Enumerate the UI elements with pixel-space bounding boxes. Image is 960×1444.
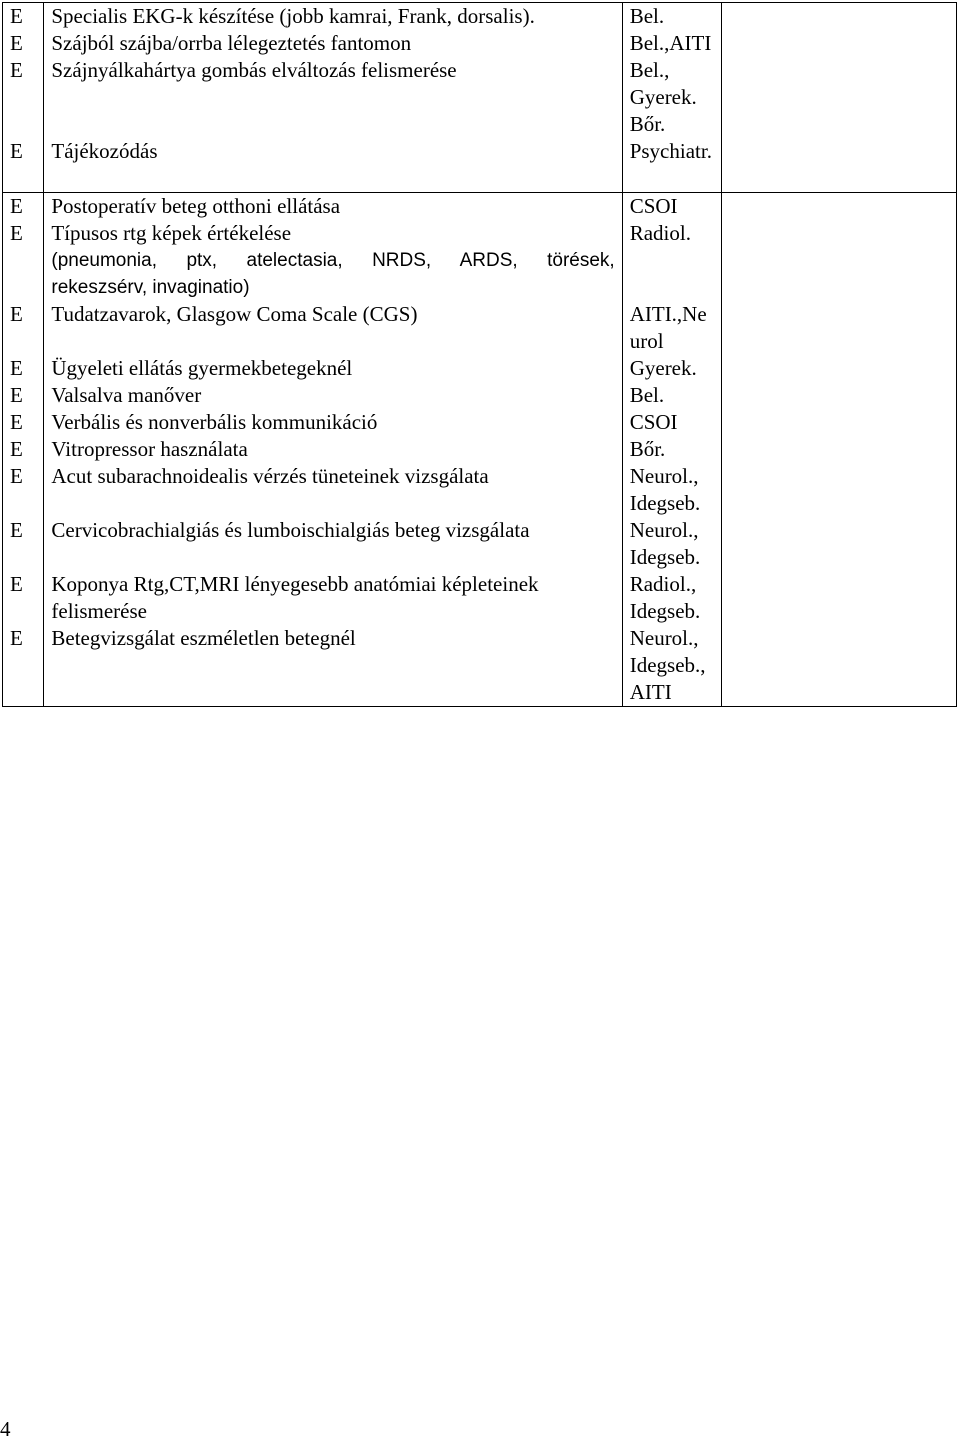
table-row [3, 571, 957, 625]
topic-cell: Szájból szájba/orrba lélegeztetés fantomon [44, 30, 622, 57]
department-line: Bel. [629, 383, 665, 407]
table-row [3, 355, 957, 382]
table-row [3, 409, 957, 436]
level-cell: E [3, 436, 44, 463]
department-cell [622, 57, 722, 138]
empty-cell [722, 355, 957, 382]
department-cell [622, 193, 722, 221]
level-cell: E [3, 220, 44, 301]
department-line: Bel. [629, 4, 665, 28]
level-cell: E [3, 382, 44, 409]
level-cell: E [3, 3, 44, 31]
department-line: Idegseb. [629, 491, 701, 515]
department-cell [622, 30, 722, 57]
level-cell: E [3, 138, 44, 165]
table-row [3, 220, 957, 301]
empty-cell [722, 301, 957, 355]
empty-cell [722, 625, 957, 707]
table-row [3, 517, 957, 571]
topic-detail-line: (pneumonia, ptx, atelectasia, NRDS, ARDS, törések, [51, 250, 615, 271]
topic-cell: Valsalva manőver [44, 382, 622, 409]
table-row [3, 436, 957, 463]
empty-cell [722, 165, 957, 193]
department-line: CSOI [629, 410, 678, 434]
table-row [3, 463, 957, 517]
table-row [3, 57, 957, 138]
department-cell [622, 409, 722, 436]
level-cell: E [3, 355, 44, 382]
empty-cell [44, 165, 622, 193]
department-line: Gyerek. [629, 356, 697, 380]
department-cell [622, 220, 722, 301]
empty-cell [722, 220, 957, 301]
department-line: Psychiatr. [629, 139, 712, 163]
empty-cell [722, 193, 957, 221]
level-cell: E [3, 57, 44, 138]
topic-cell: Ügyeleti ellátás gyermekbetegeknél [44, 355, 622, 382]
department-line: Neurol., [629, 626, 699, 650]
department-line: Bel.,AITI [629, 31, 712, 55]
level-cell: E [3, 517, 44, 571]
table-row [3, 625, 957, 707]
empty-cell [722, 30, 957, 57]
department-line: AITI [629, 680, 672, 704]
page-number: 4 [0, 1417, 11, 1441]
topic-cell: Koponya Rtg,CT,MRI lényegesebb anatómiai képleteinek felismerése [44, 571, 622, 625]
table-row [3, 3, 957, 31]
topic-detail-line: rekeszsérv, invaginatio) [51, 277, 250, 298]
topic-cell: Postoperatív beteg otthoni ellátása [44, 193, 622, 221]
department-line: AITI.,Ne [629, 302, 707, 326]
topic-cell: Tájékozódás [44, 138, 622, 165]
level-cell: E [3, 463, 44, 517]
department-cell [622, 436, 722, 463]
level-cell: E [3, 301, 44, 355]
department-cell [622, 301, 722, 355]
department-line: urol [629, 329, 664, 353]
table-row [3, 30, 957, 57]
table-row [3, 193, 957, 221]
department-line: Bőr. [629, 437, 666, 461]
department-line: Neurol., [629, 518, 699, 542]
topic-cell: Vitropressor használata [44, 436, 622, 463]
department-cell [622, 382, 722, 409]
department-cell [622, 3, 722, 31]
topic-cell: Tudatzavarok, Glasgow Coma Scale (CGS) [44, 301, 622, 355]
empty-cell [722, 3, 957, 31]
table-row [3, 301, 957, 355]
department-cell [622, 625, 722, 707]
level-cell: E [3, 30, 44, 57]
department-line: Bőr. [629, 112, 666, 136]
topic-cell: Betegvizsgálat eszméletlen betegnél [44, 625, 622, 707]
empty-cell [722, 463, 957, 517]
department-cell [622, 517, 722, 571]
empty-cell [722, 517, 957, 571]
department-line: CSOI [629, 194, 678, 218]
empty-cell [722, 436, 957, 463]
topic-cell: Verbális és nonverbális kommunikáció [44, 409, 622, 436]
table-row [3, 138, 957, 165]
requirements-table [2, 2, 957, 707]
topic-cell: Acut subarachnoidealis vérzés tüneteinek vizsgálata [44, 463, 622, 517]
department-cell [622, 355, 722, 382]
department-line: Idegseb. [629, 545, 701, 569]
department-line: Radiol. [629, 221, 691, 245]
level-cell: E [3, 193, 44, 221]
department-line: Radiol., [629, 572, 697, 596]
empty-cell [722, 571, 957, 625]
department-line: Neurol., [629, 464, 699, 488]
department-line: Gyerek. [629, 85, 697, 109]
department-cell [622, 138, 722, 165]
empty-cell [722, 382, 957, 409]
topic-cell: Cervicobrachialgiás és lumboischialgiás beteg vizsgálata [44, 517, 622, 571]
topic-cell: Specialis EKG-k készítése (jobb kamrai, Frank, dorsalis). [44, 3, 622, 31]
empty-cell [3, 165, 44, 193]
empty-cell [722, 138, 957, 165]
level-cell: E [3, 409, 44, 436]
department-line: Idegseb., [629, 653, 706, 677]
department-cell [622, 571, 722, 625]
table-row [3, 382, 957, 409]
empty-cell [722, 409, 957, 436]
empty-cell [722, 57, 957, 138]
level-cell: E [3, 571, 44, 625]
topic-cell: Szájnyálkahártya gombás elváltozás felismerése [44, 57, 622, 138]
department-line: Idegseb. [629, 599, 701, 623]
level-cell: E [3, 625, 44, 707]
empty-cell [622, 165, 722, 193]
department-cell [622, 463, 722, 517]
department-line: Bel., [629, 58, 670, 82]
topic-cell [44, 220, 622, 301]
spacer-row [3, 165, 957, 193]
topic-line: Típusos rtg képek értékelése [51, 221, 292, 245]
